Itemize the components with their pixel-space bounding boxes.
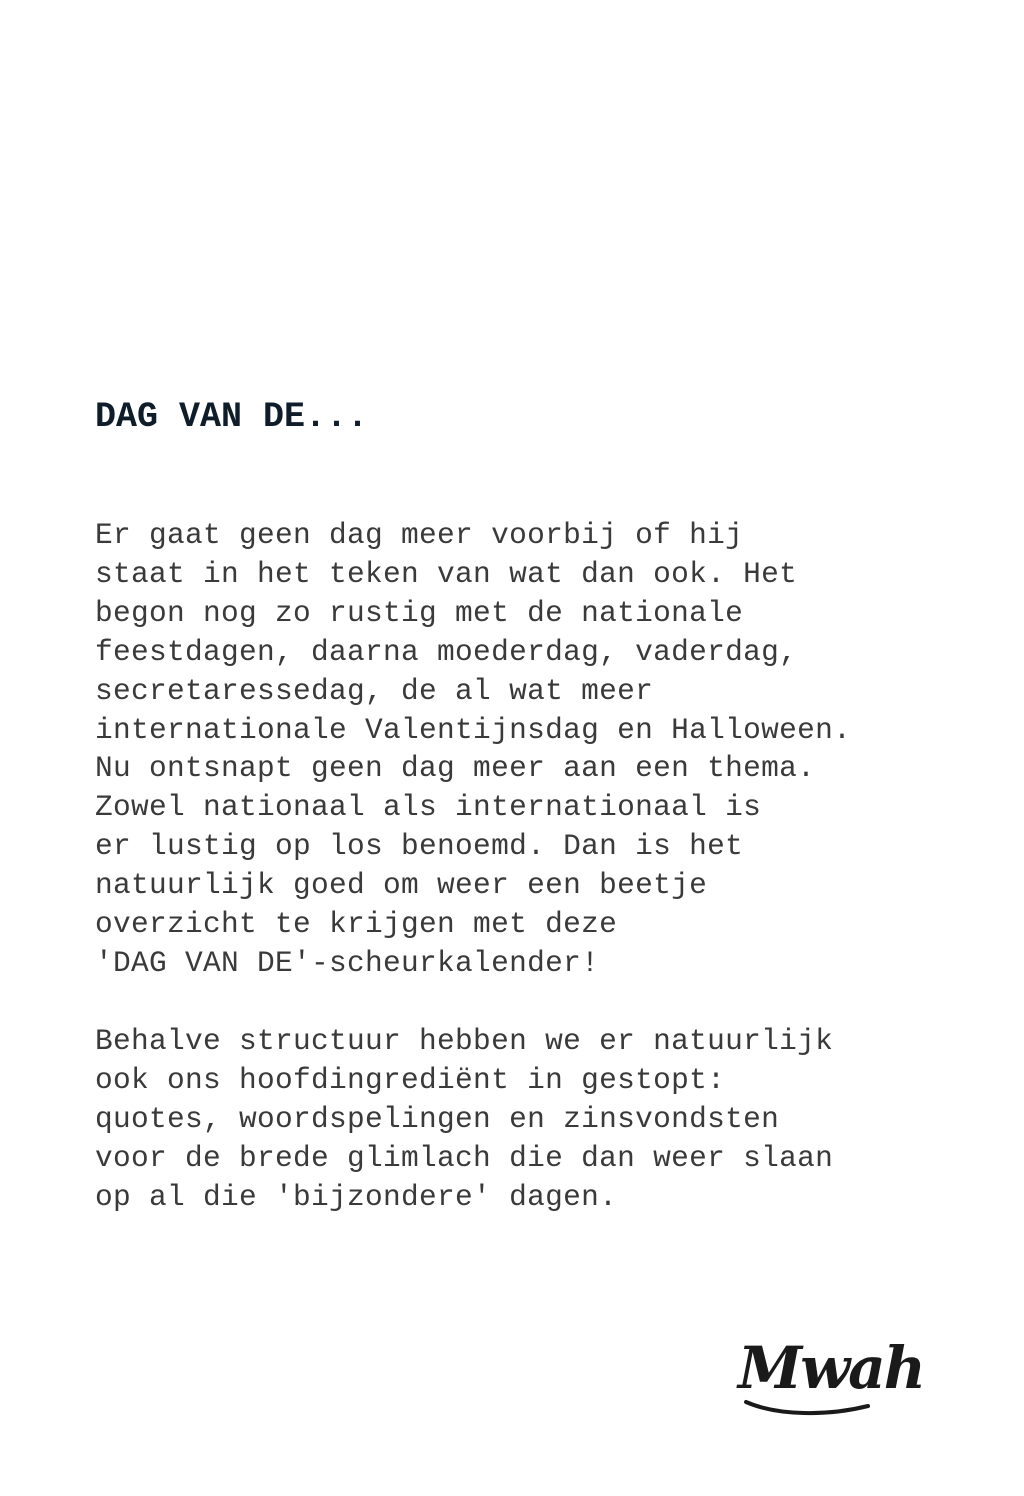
paragraph-line: staat in het teken van wat dan ook. Het	[95, 556, 798, 591]
ingredient-paragraph	[95, 1022, 833, 1217]
paragraph-line: Zowel nationaal als internationaal is	[95, 790, 762, 825]
paragraph-line: natuurlijk goed om weer een beetje	[95, 868, 708, 903]
paragraph-line: op al die 'bijzondere' dagen.	[95, 1179, 618, 1214]
paragraph-line: Nu ontsnapt geen dag meer aan een thema.	[95, 751, 816, 786]
paragraph-line: overzicht te krijgen met deze	[95, 907, 618, 942]
intro-paragraph	[95, 516, 851, 983]
logo-swoosh-icon	[738, 1336, 934, 1420]
paragraph-line: voor de brede glimlach die dan weer slaan	[95, 1140, 834, 1175]
paragraph-line: begon nog zo rustig met de nationale	[95, 595, 744, 630]
logo-wordmark: Mwah	[738, 1334, 924, 1402]
paragraph-line: ook ons hoofdingrediënt in gestopt:	[95, 1062, 726, 1097]
paragraph-line: internationale Valentijnsdag en Halloween.	[95, 712, 852, 747]
paragraph-line: Behalve structuur hebben we er natuurlijk	[95, 1024, 834, 1058]
paragraph-line: quotes, woordspelingen en zinsvondsten	[95, 1101, 780, 1136]
paragraph-line: secretaressedag, de al wat meer	[95, 673, 654, 708]
mwah-logo	[738, 1336, 934, 1420]
paragraph-line: er lustig op los benoemd. Dan is het	[95, 829, 744, 864]
paragraph-line: 'DAG VAN DE'-scheurkalender!	[95, 945, 600, 980]
paragraph-line: feestdagen, daarna moederdag, vaderdag,	[95, 634, 798, 669]
page-title: DAG VAN DE...	[95, 397, 369, 437]
paragraph-line: Er gaat geen dag meer voorbij of hij	[95, 518, 744, 552]
